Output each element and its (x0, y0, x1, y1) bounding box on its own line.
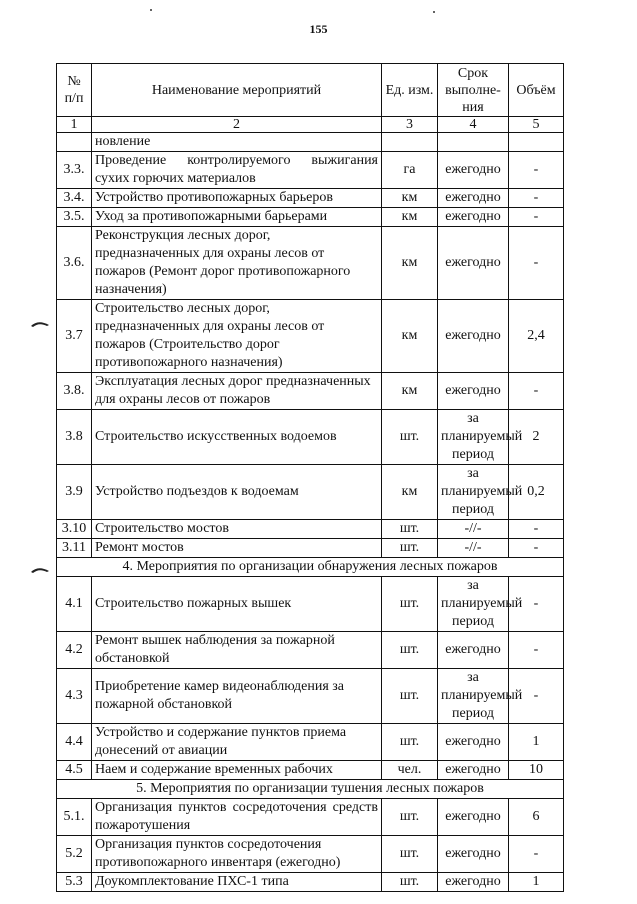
table-row (57, 724, 564, 761)
unit-of-measure: км (382, 227, 438, 300)
volume-value: 2 (509, 410, 564, 465)
unit-of-measure: км (382, 465, 438, 520)
row-number: 3.10 (57, 520, 92, 539)
table-row (57, 465, 564, 520)
completion-term: ежегодно (438, 836, 509, 873)
header-name: Наименование мероприятий (92, 64, 382, 117)
measure-name: Устройство противопожарных барьеров (92, 189, 382, 208)
completion-term: за планируемый период (438, 669, 509, 724)
row-number: 3.9 (57, 465, 92, 520)
row-number: 3.11 (57, 539, 92, 558)
table-row (57, 410, 564, 465)
table-row (57, 632, 564, 669)
measure-name: Устройство и содержание пунктов приема донесений от авиации (92, 724, 382, 761)
table-row (57, 189, 564, 208)
volume-value: - (509, 539, 564, 558)
completion-term: ежегодно (438, 227, 509, 300)
row-number: 4.4 (57, 724, 92, 761)
unit-of-measure: га (382, 152, 438, 189)
column-index: 1 (57, 117, 92, 133)
header-row (57, 64, 564, 117)
volume-value: 1 (509, 873, 564, 892)
volume-value: - (509, 373, 564, 410)
completion-term: ежегодно (438, 152, 509, 189)
unit-of-measure: шт. (382, 410, 438, 465)
row-number: 5.2 (57, 836, 92, 873)
table-row (57, 577, 564, 632)
measure-name: Устройство подъездов к водоемам (92, 465, 382, 520)
unit-of-measure: км (382, 300, 438, 373)
unit-of-measure: шт. (382, 577, 438, 632)
table-row (57, 761, 564, 780)
row-number: 3.5. (57, 208, 92, 227)
margin-mark (30, 566, 50, 574)
completion-term (438, 133, 509, 152)
column-index: 3 (382, 117, 438, 133)
table-row (57, 133, 564, 152)
fire-measures-table (56, 63, 564, 892)
unit-of-measure: км (382, 189, 438, 208)
volume-value: - (509, 227, 564, 300)
completion-term: ежегодно (438, 189, 509, 208)
scan-speck (433, 11, 435, 13)
completion-term: -//- (438, 520, 509, 539)
completion-term: ежегодно (438, 761, 509, 780)
measure-name: Наем и содержание временных рабочих (92, 761, 382, 780)
unit-of-measure: шт. (382, 836, 438, 873)
row-number: 4.3 (57, 669, 92, 724)
column-index: 2 (92, 117, 382, 133)
column-index: 5 (509, 117, 564, 133)
header-term: Срок выполне-ния (438, 64, 509, 117)
table-row (57, 539, 564, 558)
unit-of-measure: шт. (382, 799, 438, 836)
section-title: 5. Мероприятия по организации тушения лесных пожаров (57, 780, 564, 799)
unit-of-measure: шт. (382, 539, 438, 558)
measure-name: Строительство лесных дорог, предназначенных для охраны лесов от пожаров (Строительство дорог противопожарного назначения) (92, 300, 382, 373)
measure-name: Уход за противопожарными барьерами (92, 208, 382, 227)
completion-term: -//- (438, 539, 509, 558)
measure-name: Ремонт мостов (92, 539, 382, 558)
unit-of-measure: шт. (382, 632, 438, 669)
volume-value: - (509, 577, 564, 632)
volume-value: - (509, 836, 564, 873)
row-number (57, 133, 92, 152)
volume-value: - (509, 189, 564, 208)
table-row (57, 799, 564, 836)
row-number: 3.4. (57, 189, 92, 208)
unit-of-measure: чел. (382, 761, 438, 780)
completion-term: ежегодно (438, 208, 509, 227)
measure-name: Строительство мостов (92, 520, 382, 539)
unit-of-measure: км (382, 208, 438, 227)
table-row (57, 836, 564, 873)
table-row (57, 520, 564, 539)
measure-name: Реконструкция лесных дорог, предназначенных для охраны лесов от пожаров (Ремонт дорог противопожарного назначения) (92, 227, 382, 300)
volume-value (509, 133, 564, 152)
completion-term: ежегодно (438, 799, 509, 836)
volume-value: 2,4 (509, 300, 564, 373)
unit-of-measure: шт. (382, 520, 438, 539)
table-row (57, 373, 564, 410)
measure-name: Организация пунктов сосредоточения противопожарного инвентаря (ежегодно) (92, 836, 382, 873)
header-volume: Объём (509, 64, 564, 117)
column-index: 4 (438, 117, 509, 133)
measure-name: Строительство пожарных вышек (92, 577, 382, 632)
unit-of-measure: шт. (382, 724, 438, 761)
unit-of-measure: км (382, 373, 438, 410)
table-row (57, 300, 564, 373)
measure-name: Строительство искусственных водоемов (92, 410, 382, 465)
measure-name: Доукомплектование ПХС-1 типа (92, 873, 382, 892)
measure-name: Ремонт вышек наблюдения за пожарной обстановкой (92, 632, 382, 669)
row-number: 3.3. (57, 152, 92, 189)
row-number: 4.5 (57, 761, 92, 780)
completion-term: за планируемый период (438, 577, 509, 632)
table-row (57, 873, 564, 892)
unit-of-measure: шт. (382, 669, 438, 724)
table-body (57, 133, 564, 892)
completion-term: ежегодно (438, 373, 509, 410)
row-number: 5.3 (57, 873, 92, 892)
row-number: 3.8. (57, 373, 92, 410)
table-row (57, 208, 564, 227)
table-row (57, 152, 564, 189)
volume-value: 10 (509, 761, 564, 780)
row-number: 4.2 (57, 632, 92, 669)
volume-value: 1 (509, 724, 564, 761)
measure-name: Проведение контролируемого выжигания сухих горючих материалов (92, 152, 382, 189)
page-number: 155 (309, 22, 328, 36)
section-row (57, 558, 564, 577)
completion-term: ежегодно (438, 873, 509, 892)
volume-value: 0,2 (509, 465, 564, 520)
completion-term: ежегодно (438, 632, 509, 669)
table-row (57, 227, 564, 300)
row-number: 3.7 (57, 300, 92, 373)
row-number: 4.1 (57, 577, 92, 632)
column-index-row (57, 117, 564, 133)
measure-name: Организация пунктов сосредоточения средств пожаротушения (92, 799, 382, 836)
volume-value: - (509, 152, 564, 189)
volume-value: 6 (509, 799, 564, 836)
table-row (57, 669, 564, 724)
row-number: 5.1. (57, 799, 92, 836)
completion-term: ежегодно (438, 724, 509, 761)
header-num: № п/п (57, 64, 92, 117)
volume-value: - (509, 208, 564, 227)
section-row (57, 780, 564, 799)
section-title: 4. Мероприятия по организации обнаружения лесных пожаров (57, 558, 564, 577)
completion-term: за планируемый период (438, 410, 509, 465)
volume-value: - (509, 669, 564, 724)
unit-of-measure (382, 133, 438, 152)
measure-name: Эксплуатация лесных дорог предназначенных для охраны лесов от пожаров (92, 373, 382, 410)
measure-name: новление (92, 133, 382, 152)
measure-name: Приобретение камер видеонаблюдения за пожарной обстановкой (92, 669, 382, 724)
header-unit: Ед. изм. (382, 64, 438, 117)
completion-term: ежегодно (438, 300, 509, 373)
row-number: 3.6. (57, 227, 92, 300)
row-number: 3.8 (57, 410, 92, 465)
volume-value: - (509, 632, 564, 669)
scan-speck (150, 9, 152, 11)
margin-mark (30, 320, 50, 328)
unit-of-measure: шт. (382, 873, 438, 892)
volume-value: - (509, 520, 564, 539)
completion-term: за планируемый период (438, 465, 509, 520)
